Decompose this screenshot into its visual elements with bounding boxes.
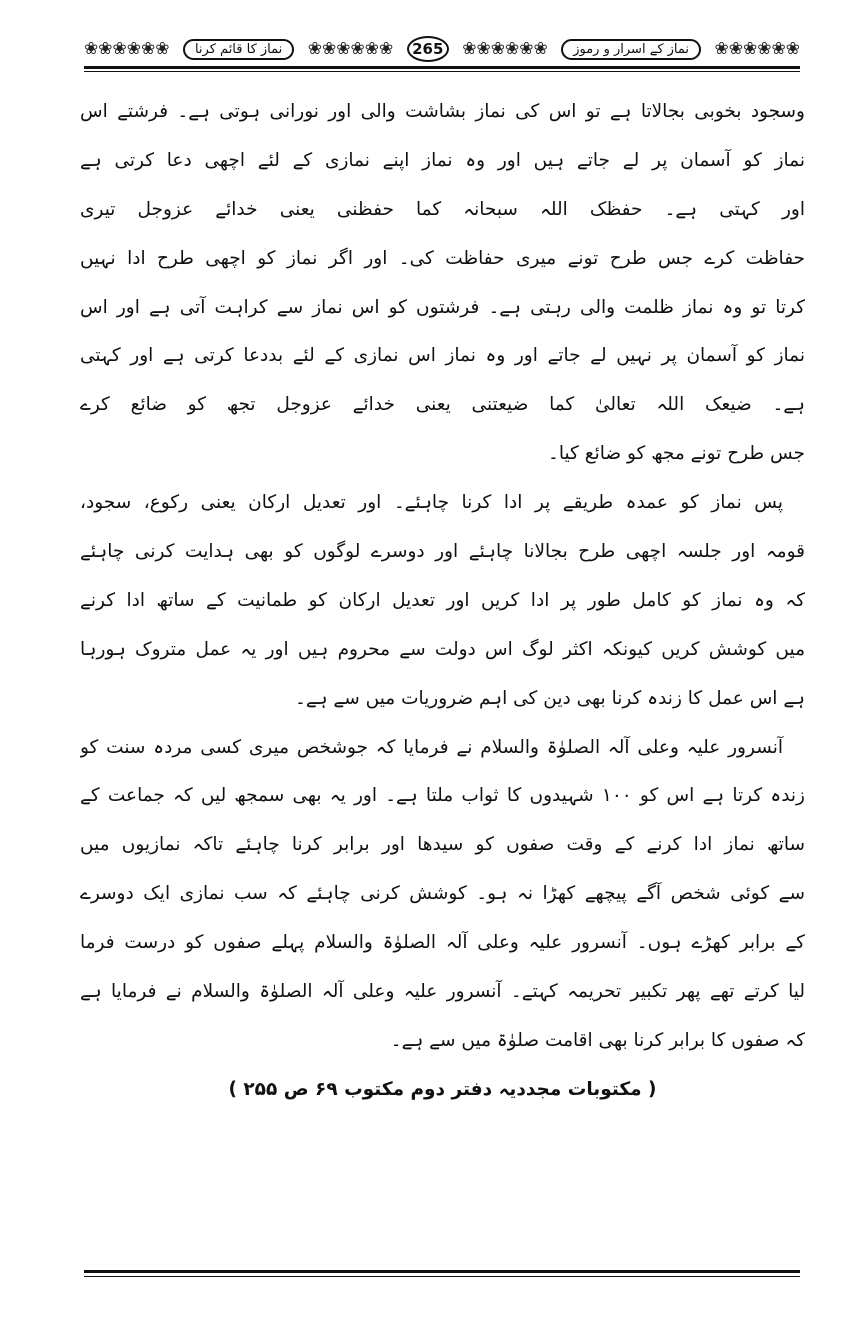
ornament-left <box>84 38 170 59</box>
text-line: پس نماز کو عمدہ طریقے پر ادا کرنا چاہئے۔ اور تعدیل ارکان یعنی رکوع، سجود، <box>80 492 783 514</box>
text-line: جس طرح تونے مجھ کو ضائع کیا۔ <box>548 443 805 465</box>
text-line: کے برابر کھڑے ہوں۔ آنسرور علیہ وعلی آلہ الصلوٰۃ والسلام پہلے صفوں کو درست فرما <box>80 932 805 954</box>
header-rule-thin <box>84 71 800 72</box>
page-body <box>80 88 805 1115</box>
reference-citation: ( مکتوبات مجددیہ دفتر دوم مکتوب ۶۹ ص ۲۵۵ ) <box>228 1078 657 1100</box>
ornament-flower-icon: ❀❀❀❀❀❀ <box>714 38 800 59</box>
text-line: نماز کو آسمان پر لے جاتے ہیں اور وہ نماز اپنے نمازی کے لئے اچھی دعا کرتی ہے <box>80 149 805 171</box>
text-line: اور کہتی ہے۔ حفظک اللہ سبحانہ کما حفظنی یعنی خدائے عزوجل تیری <box>80 198 805 220</box>
text-line: حفاظت کرے جس طرح تونے میری حفاظت کی۔ اور اگر نماز کو اچھی طرح ادا نہیں <box>80 247 805 269</box>
text-line: میں کوشش کریں کیونکہ اکثر لوگ اس دولت سے محروم ہیں اور یہ عمل متروک ہورہا <box>80 638 805 660</box>
text-line: لیا کرتے تھے پھر تکبیر تحریمہ کہتے۔ آنسرور علیہ وعلی آلہ الصلوٰۃ والسلام نے فرمایا ہے <box>80 981 805 1003</box>
page-number: 265 <box>407 36 449 62</box>
text-line: کرتا تو وہ نماز ظلمت والی رہتی ہے۔ فرشتوں کو اس نماز سے کراہت آتی ہے اور اس <box>80 296 805 318</box>
ornament-flower-icon: ❀❀❀❀❀❀ <box>84 38 170 59</box>
ornament-flower-icon: ❀❀❀❀❀❀ <box>307 38 394 59</box>
header-rule-thick <box>84 66 800 69</box>
text-line: آنسرور علیہ وعلی آلہ الصلوٰۃ والسلام نے فرمایا کہ جوشخص میری کسی مردہ سنت کو <box>80 736 783 758</box>
text-line: کہ صفوں کا برابر کرنا بھی اقامت صلوٰۃ میں سے ہے۔ <box>390 1029 805 1051</box>
ornament-flower-icon: ❀❀❀❀❀❀ <box>462 38 548 59</box>
text-line: ہے اس عمل کا زندہ کرنا بھی دین کی اہم ضروریات میں سے ہے۔ <box>295 687 805 709</box>
text-line: سے کوئی شخص آگے پیچھے کھڑا نہ ہو۔ کوشش کرنی چاہئے کہ سب نمازی ایک دوسرے <box>80 883 805 905</box>
text-line: وسجود بخوبی بجالاتا ہے تو اس کی نماز بشاشت والی اور نورانی ہوتی ہے۔ فرشتے اس <box>80 101 805 122</box>
text-line: نماز کو آسمان پر نہیں لے جاتے اور وہ نماز اس نمازی کے لئے بددعا کرتی ہے اور کہتی <box>80 345 805 367</box>
page-header <box>84 30 800 72</box>
footer-rule-thick <box>84 1270 800 1273</box>
text-line: قومہ اور جلسہ اچھی طرح بجالانا چاہئے اور دوسرے لوگوں کو بھی ہدایت کرنی چاہئے <box>80 541 805 563</box>
ornament-right <box>714 38 800 59</box>
text-line: زندہ کرتا ہے اس کو ۱۰۰ شہیدوں کا ثواب ملتا ہے۔ اور یہ بھی سمجھ لیں کہ جماعت کے <box>80 785 805 807</box>
text-line: ساتھ نماز ادا کرنے کے وقت صفوں کو سیدھا اور برابر کرنا چاہئے تاکہ نمازیوں میں <box>80 834 805 856</box>
ornament-center-right <box>462 38 548 59</box>
ornament-center-left <box>307 38 394 59</box>
footer-rule-thin <box>84 1276 800 1277</box>
book-title: نماز کے اسرار و رموز <box>561 39 701 60</box>
header-band <box>84 36 800 62</box>
section-title: نماز کا قائم کرنا <box>183 39 294 60</box>
text-line: کہ وہ نماز کو کامل طور پر ادا کریں اور تعدیل ارکان کو طمانیت کے ساتھ ادا کرنے <box>80 589 805 611</box>
text-line: ہے۔ ضیعک اللہ تعالیٰ کما ضیعتنی یعنی خدائے عزوجل تجھ کو ضائع کرے <box>80 394 805 416</box>
